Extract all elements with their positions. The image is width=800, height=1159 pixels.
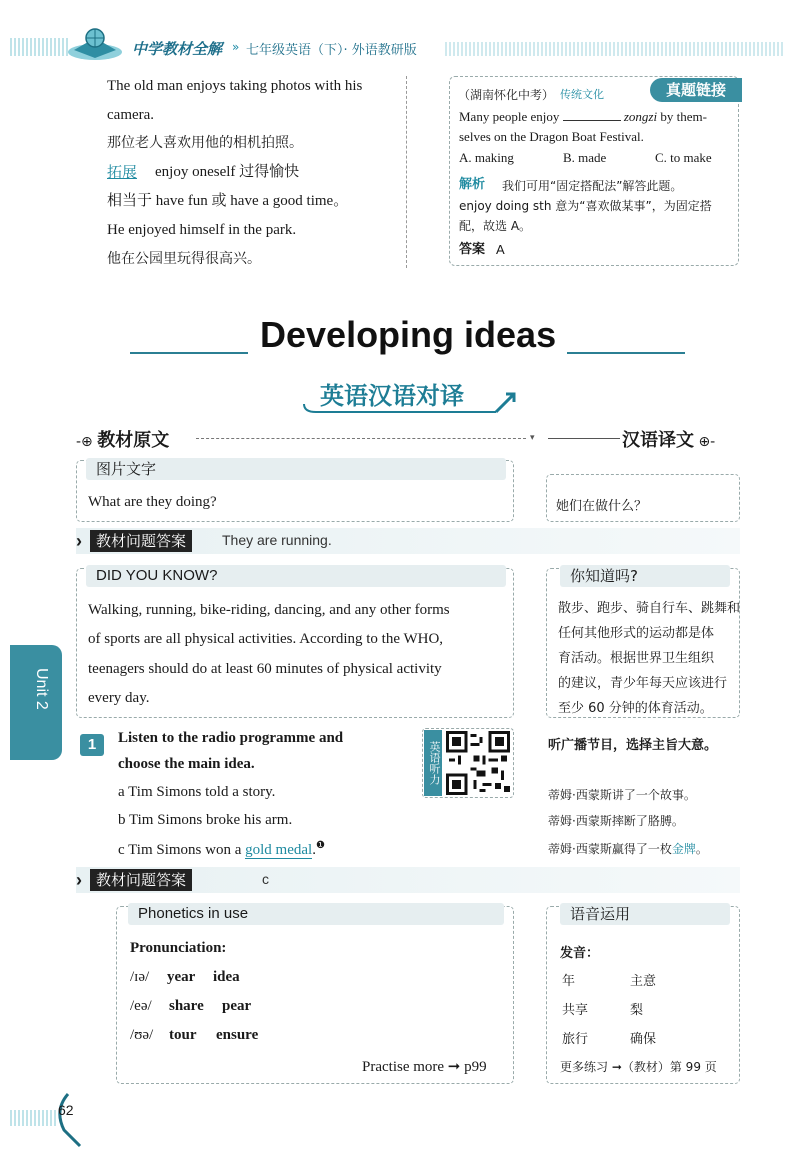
expand-label: 拓展	[107, 163, 138, 181]
right-column-title-text: 汉语译文	[622, 430, 694, 451]
exercise-cn-instruction: 听广播节目，选择主旨大意。	[548, 738, 718, 753]
header-stripes-right	[445, 42, 785, 56]
exam-option-a: A. making	[459, 150, 514, 165]
header-stripes	[10, 38, 70, 56]
analysis-label: 解析	[459, 177, 486, 192]
qr-label: 英语听力	[424, 730, 442, 796]
exercise-option-b: b Tim Simons broke his arm.	[118, 812, 293, 828]
right-column-marker-icon: ⊕-	[694, 434, 716, 450]
page-number: 62	[58, 1102, 74, 1118]
cn-word: 确保	[630, 1032, 657, 1047]
exercise-instruction: Listen to the radio programme and	[118, 730, 344, 746]
exercise-cn-option-c	[548, 840, 708, 857]
practise-more: Practise more ➞ p99	[362, 1059, 487, 1075]
did-you-know-label: DID YOU KNOW?	[86, 565, 506, 587]
phonetics-label: Phonetics in use	[128, 903, 504, 925]
top-line: enjoy oneself 过得愉快	[155, 164, 300, 180]
answer-chip: 教材问题答案	[90, 869, 192, 891]
ipa: /ʊə/	[130, 1027, 154, 1043]
cn-word: 主意	[630, 974, 657, 989]
answer-chip: 教材问题答案	[90, 530, 192, 552]
footnote-marker: ❶	[315, 840, 325, 851]
answer-text: They are running.	[222, 532, 332, 548]
exam-box	[449, 76, 739, 266]
exercise-option-a: a Tim Simons told a story.	[118, 784, 276, 800]
exam-q-part: Many people enjoy	[459, 109, 560, 124]
phonetics-cn-label: 语音运用	[560, 903, 730, 925]
exam-option-b: B. made	[563, 150, 607, 165]
answer-bar-2	[76, 867, 740, 893]
dyk-cn-line: 的建议，青少年每天应该进行	[558, 676, 728, 691]
answer-text: c	[262, 871, 269, 887]
exercise-cn-option: 蒂姆·西蒙斯摔断了胳膊。	[548, 814, 684, 828]
answer-arrow-icon: ›	[76, 531, 82, 551]
answer-value: A	[496, 242, 505, 257]
column-divider	[406, 76, 407, 268]
word: year	[167, 969, 196, 985]
exercise-option-c	[118, 840, 325, 859]
cn-option-c-prefix: 蒂姆·西蒙斯赢得了一枚	[548, 842, 672, 856]
section-title: Developing ideas	[260, 314, 557, 355]
answer-arrow-icon: ›	[76, 870, 82, 890]
top-line: camera.	[107, 107, 155, 123]
exam-question-line2: selves on the Dragon Boat Festival.	[459, 129, 644, 144]
qr-code-icon[interactable]	[446, 731, 510, 795]
left-column-title-text: 教材原文	[97, 430, 170, 451]
cn-word: 年	[562, 974, 576, 989]
picture-text-en: What are they doing?	[88, 494, 217, 510]
word: share	[169, 998, 204, 1014]
cn-word: 旅行	[562, 1032, 589, 1047]
exam-blank	[563, 109, 621, 121]
cn-word: 梨	[630, 1003, 644, 1018]
dyk-cn-line: 散步、跑步、骑自行车、跳舞和	[558, 601, 741, 616]
dyk-cn-line: 任何其他形式的运动都是体	[558, 626, 715, 641]
exercise-number: 1	[80, 734, 104, 756]
answer-label: 答案	[459, 242, 486, 257]
ipa: /ɪə/	[130, 969, 150, 985]
dyk-en-line: Walking, running, bike-riding, dancing, and any other forms	[88, 602, 450, 618]
ipa: /eə/	[130, 998, 152, 1014]
unit-tab-label: Unit 2	[33, 668, 50, 710]
cn-gold-medal: 金牌	[671, 842, 696, 856]
cn-option-c-suffix: 。	[695, 842, 708, 856]
exam-option-c: C. to make	[655, 150, 712, 165]
dyk-en-line: of sports are all physical activities. According to the WHO,	[88, 631, 444, 647]
column-rule-right	[548, 438, 620, 439]
answer-bar-1	[76, 528, 740, 554]
word: ensure	[216, 1027, 259, 1043]
word: pear	[222, 998, 252, 1014]
pronunciation-label: Pronunciation:	[130, 940, 227, 956]
word: idea	[213, 969, 240, 985]
top-line: 相当于 have fun 或 have a good time。	[107, 193, 349, 209]
dyk-cn-line: 至少 60 分钟的体育活动。	[558, 701, 713, 716]
gold-medal-link[interactable]: gold medal	[245, 842, 313, 858]
cn-pronunciation-label: 发音：	[560, 946, 600, 961]
book-globe-logo-icon	[66, 24, 124, 62]
top-line: 他在公园里玩得很高兴。	[107, 251, 261, 267]
exam-q-italic: zongzi	[623, 109, 658, 124]
top-line: 那位老人喜欢用他的相机拍照。	[107, 135, 303, 151]
dyk-en-line: teenagers should do at least 60 minutes of physical activity	[88, 661, 442, 677]
exercise-cn-option: 蒂姆·西蒙斯讲了一个故事。	[548, 788, 696, 802]
option-c-prefix: c Tim Simons won a	[118, 842, 246, 858]
header-title: 中学教材全解	[132, 40, 223, 58]
title-rule-right	[567, 352, 685, 354]
left-column-title	[76, 426, 169, 452]
left-column-marker-icon: -⊕	[76, 434, 98, 450]
section-subtitle: 英语汉语对译	[320, 382, 464, 410]
picture-text-cn: 她们在做什么？	[556, 499, 648, 514]
top-line: The old man enjoys taking photos with his	[107, 78, 363, 94]
analysis-text: 配，故选 A。	[459, 219, 532, 233]
word: tour	[169, 1027, 197, 1043]
exam-source-tag: 传统文化	[560, 88, 604, 101]
dyk-en-line: every day.	[88, 690, 150, 706]
right-column-title	[622, 426, 715, 452]
column-divider-icon: ▾	[530, 432, 535, 442]
top-line: He enjoyed himself in the park.	[107, 222, 297, 238]
title-rule-left	[130, 352, 248, 354]
header-subtitle: 七年级英语（下）· 外语教研版	[246, 43, 417, 58]
column-rule-left	[196, 438, 526, 439]
picture-text-label: 图片文字	[86, 458, 506, 480]
exam-source: （湖南怀化中考）	[458, 88, 555, 102]
exam-question-line	[459, 108, 707, 126]
cn-word: 共享	[562, 1003, 589, 1018]
exam-q-part: by them-	[660, 109, 707, 124]
page-corner-swoosh-icon	[50, 1090, 90, 1150]
exercise-instruction: choose the main idea.	[118, 756, 255, 772]
analysis-text: 我们可用“固定搭配法”解答此题。	[502, 179, 683, 193]
cn-practise-more: 更多练习 ➞（教材）第 99 页	[560, 1060, 717, 1074]
dyk-cn-line: 育活动。根据世界卫生组织	[558, 651, 715, 666]
header-separator: »	[232, 40, 240, 54]
option-c-suffix: .	[312, 842, 316, 858]
did-you-know-cn-label: 你知道吗?	[560, 565, 730, 587]
exam-tag: 真题链接	[650, 78, 742, 102]
analysis-text: enjoy doing sth 意为“喜欢做某事”，为固定搭	[459, 199, 712, 213]
